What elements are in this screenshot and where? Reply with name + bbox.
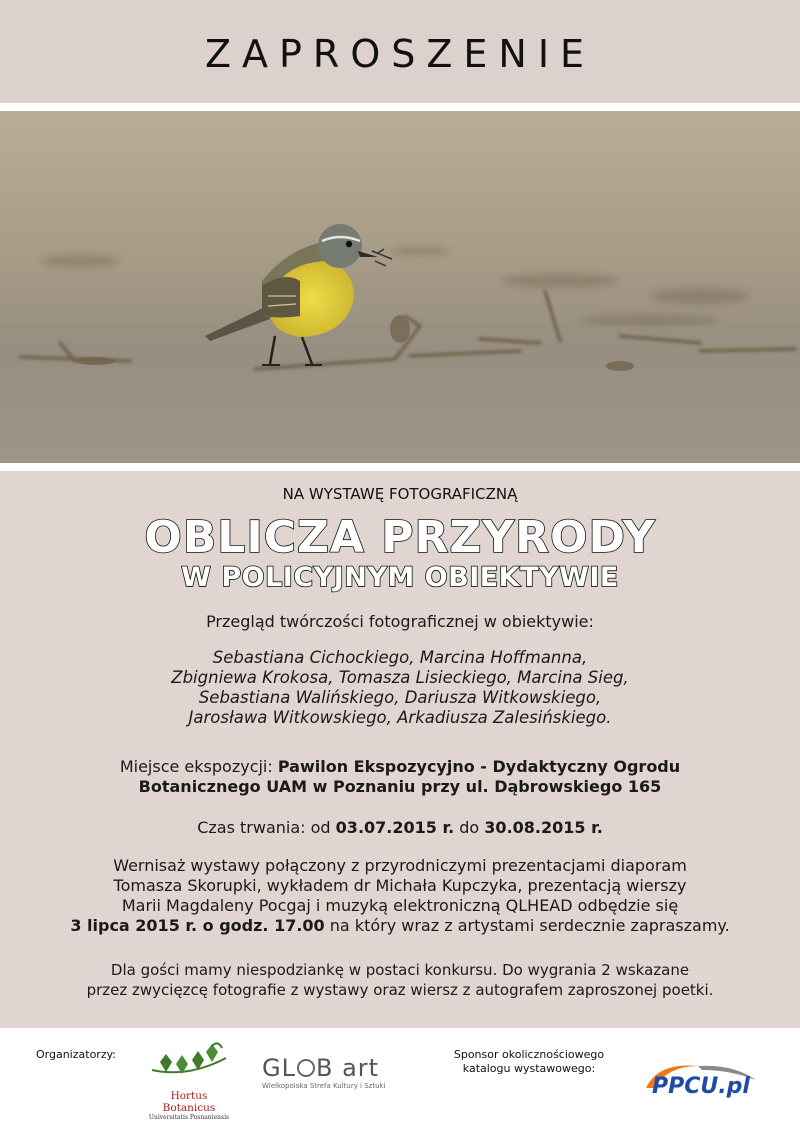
authors-line: Zbigniewa Krokosa, Tomasza Lisieckiego, Marcina Sieg, <box>171 668 629 687</box>
intro-line: NA WYSTAWĘ FOTOGRAFICZNĄ <box>282 485 518 503</box>
divider-top <box>0 103 800 111</box>
duration-mid: do <box>459 818 480 837</box>
wagtail-photo-image <box>0 111 800 463</box>
sponsor-label <box>444 1048 614 1076</box>
location-value-line2: Botanicznego UAM w Poznaniu przy ul. Dąbrowskiego 165 <box>138 777 662 796</box>
vernissage-line: Marii Magdaleny Pocgaj i muzyką elektroniczną QLHEAD odbędzie się <box>121 896 679 915</box>
contest-block <box>0 960 800 1000</box>
authors-line: Sebastiana Cichockiego, Marcina Hoffmanna, <box>212 648 588 667</box>
sponsor-label-line: Sponsor okolicznościowego <box>453 1048 605 1061</box>
ppcu-logo <box>638 1058 780 1108</box>
authors-list <box>0 648 800 728</box>
organizers-label: Organizatorzy: <box>36 1048 117 1061</box>
ivy-leaf-icon <box>148 1040 230 1084</box>
duration-block <box>0 818 800 838</box>
authors-line: Jarosława Witkowskiego, Arkadiusza Zalesińskiego. <box>188 708 612 727</box>
page-title: ZAPROSZENIE <box>204 32 596 76</box>
footer <box>0 1028 800 1131</box>
review-line: Przegląd twórczości fotograficznej w obiektywie: <box>206 612 594 631</box>
globe-icon <box>297 1059 315 1077</box>
ppcu-text: PPCU <box>652 1074 719 1099</box>
glob-text-b: B art <box>315 1054 380 1082</box>
glob-text-a: GL <box>262 1054 296 1082</box>
location-block <box>0 757 800 797</box>
authors-line: Sebastiana Walińskiego, Dariusza Witkowskiego, <box>198 688 602 707</box>
hortus-botanicus-logo <box>148 1040 230 1121</box>
vernissage-line: na który wraz z artystami serdecznie zapraszamy. <box>324 916 730 935</box>
glob-sub: Wielkopolska Strefa Kultury i Sztuki <box>262 1082 386 1090</box>
sponsor-label-line: katalogu wystawowego: <box>462 1062 596 1075</box>
hortus-sub: Universitatis Posnaniensis <box>148 1114 230 1121</box>
bird-photo <box>0 111 800 463</box>
contest-line: Dla gości mamy niespodziankę w postaci konkursu. Do wygrania 2 wskazane <box>110 961 690 979</box>
header-band <box>0 0 800 103</box>
location-label: Miejsce ekspozycji: <box>119 757 273 776</box>
vernissage-line: Wernisaż wystawy połączony z przyrodniczymi prezentacjami diaporam <box>113 856 687 875</box>
ppcu-suffix: .pl <box>718 1074 750 1099</box>
contest-line: przez zwycięzcę fotografie z wystawy oraz wiersz z autografem zaproszonej poetki. <box>86 981 714 999</box>
duration-from: 03.07.2015 r. <box>335 818 455 837</box>
glob-art-logo <box>262 1054 392 1104</box>
duration-to: 30.08.2015 r. <box>484 818 603 837</box>
vernissage-block <box>0 856 800 936</box>
exhibition-subtitle: W POLICYJNYM OBIEKTYWIE <box>181 562 619 593</box>
divider-photo <box>0 463 800 471</box>
vernissage-date: 3 lipca 2015 r. o godz. 17.00 <box>70 916 325 935</box>
location-value: Pawilon Ekspozycyjno - Dydaktyczny Ogrodu <box>277 757 681 776</box>
hortus-name: Hortus Botanicus <box>162 1090 216 1114</box>
vernissage-line: Tomasza Skorupki, wykładem dr Michała Kupczyka, prezentacją wierszy <box>113 876 687 895</box>
exhibition-title: OBLICZA PRZYRODY <box>144 512 656 563</box>
duration-label: Czas trwania: od <box>197 818 331 837</box>
